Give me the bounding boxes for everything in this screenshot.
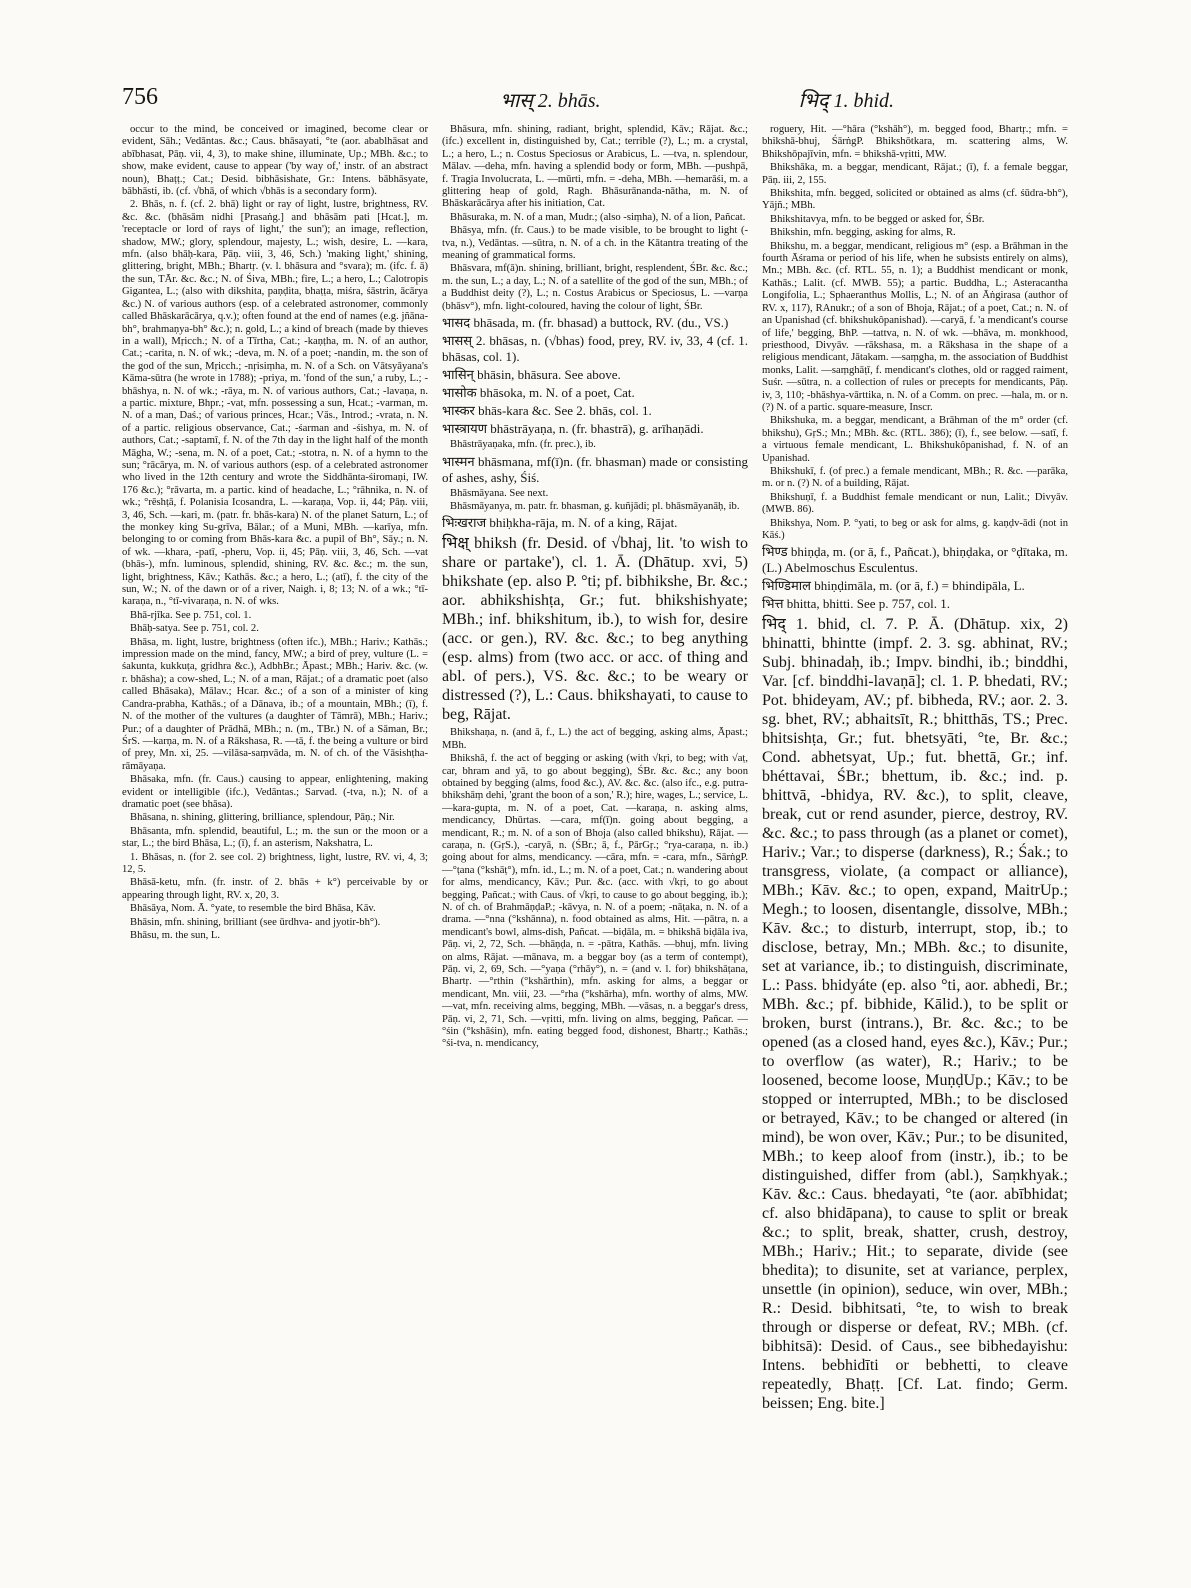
dictionary-entry: Bhikshu, m. a beggar, mendicant, religious m° (esp. a Brāhman in the fourth Āśrama or period of his life, when he subsists entirely on alms), Mn.; MBh. &c. (cf. RTL. 55, n. 1); a Buddhist mendicant or monk, Kathās.; Lalit. (cf. MWB. 55); a partic. Buddha, L.; Asteracantha Longifolia, L.; Sphaeranthus Mollis, L.; N. of an Āṅgirasa (author of RV. x, 117), RAnukr.; of a son of Bhoja, Rājat.; of a poet, Cat.; n. N. of an Upanishad (cf. bhikshukôpanishad). —caryā, f. 'a mendicant's course of life,' begging, BhP. —tattva, n. N. of wk. —bhāva, m. monkhood, priesthood, Divyāv. —rākshasa, m. a Rākshasa in the shape of a religious mendicant, Jātakam. —saṃgha, m. the association of Buddhist monks, Lalit. —saṃghāṭī, f. mendicant's clothes, old or ragged raiment, Suśr. —sūtra, n. a collection of rules or precepts for mendicants, Pāṇ. iv, 3, 110; -bhāshya-vārttika, n. N. of a Comm. on prec. —hala, m. or n. (?) N. of a partic. square-measure, Inscr. (762, 240, 1068, 413)
dictionary-entry: Bhikshā, f. the act of begging or asking (with √kṛi, to beg; with √aṭ, car, bhram and yā, to go about begging), ŚBr. &c. &c.; any boon obtained by begging (alms, food &c.), AV. &c. &c. (also ifc., e.g. putra-bhikshāṃ dehi, 'grant the boon of a son,' R.); hire, wages, L.; service, L. —kara-gupta, m. N. of a poet, Cat. —karaṇa, n. asking alms, mendicancy, Dhūrtas. —cara, mf(ī)n. going about begging, a mendicant, R.; m. N. of a son of Bhoja (also called bhikshu), Rājat. —caraṇa, n. (GṛS.), -caryā, n. (ŚBr.; ā, f., PārGṛ.; °rya-caraṇa, n. ib.) going about for alms, mendicancy. —cāra, mfn. = -cara, mfn., SārṅgP. —°ṭana (°kshāṭ°), mfn. id., L.; m. N. of a poet, Cat.; n. wandering about for alms, mendicancy, Kāv.; Pur. &c. (acc. with √kṛi, to go about begging, Pañcat.; with Caus. of √kṛi, to cause to go about begging, ib.); N. of ch. of BrahmāṇḍaP.; -kāvya, n. N. of a poem; -nāṭaka, n. N. of a drama. —°nna (°kshānna), n. food obtained as alms, Hit. —pātra, n. a mendicant's bowl, alms-dish, Pañcat. —biḍāla, m. = bhikshā biḍāla iva, Pāṇ. vi, 2, 72, Sch. —bhāṇḍa, n. = -pātra, Kathās. —bhuj, mfn. living on alms, Rājat. —mānava, m. a beggar boy (as a term of contempt), Pāṇ. vi, 2, 69, Sch. —°yaṇa (°rhāy°), n. = (and v. l. for) bhikshāṭana, Bhartṛ. —°rthin (°kshārthin), mfn. asking for alms, a beggar or mendicant, Mn. viii, 23. —°rha (°kshārha), mfn. worthy of alms, MW. —vat, mfn. receiving alms, begging, MBh. —vāsas, n. a beggar's dress, Pāṇ. vi, 2, 71, Sch. —vṛitti, mfn. living on alms, begging, Pañcar. —°śin (°kshāśin), mfn. eating begged food, dishonest, Bhartṛ.; Kathās.; °śi-tva, n. mendicancy, (442, 753, 748, 1050)
dictionary-entry: Bhāsya, mfn. (fr. Caus.) to be made visible, to be brought to light (-tva, n.), Vedāntas. —sūtra, n. N. of a ch. in the Kātantra treating of the meaning of grammatical forms. (442, 225, 748, 262)
dictionary-entry: Bhāsaka, mfn. (fr. Caus.) causing to appear, enlightening, making evident or intelligible (ifc.), Vedāntas.; Sarvad. (-tva, n.); N. of a dramatic poet (see bhāsa). (122, 774, 428, 810)
dictionary-entry: 1. Bhāsas, n. (for 2. see col. 2) brightness, light, lustre, RV. vi, 4, 3; 12, 5. (122, 851, 428, 875)
page-number: 756 (122, 84, 158, 110)
dictionary-entry: भिण्डिमाल bhiṇḍimāla, m. (or ā, f.) = bhindipāla, L. (762, 578, 1025, 594)
dictionary-entry: भिद् 1. bhid, cl. 7. P. Ā. (Dhātup. xix, 2) bhinatti, bhintte (impf. 2. 3. sg. abhinat, RV.; Subj. bhinadaḥ, ib.; Impv. bindhi, ib.; binddhi, Var. [cf. binddhi-lavaṇā]; cl. 1. P. bhedati, RV.; Pot. bhideyam, AV.; pf. bibheda, RV.; aor. 2. 3. sg. bhet, RV.; abhaitsīt, R.; bhitthās, TS.; Prec. bhitsishṭa, Gr.; fut. bhetsyāti, °te, Br. &c.; Cond. abhetsyat, Up.; fut. bhettā, Gr.; inf. bhéttavai, ŚBr.; bhettum, ib. &c.; ind. p. bhittvā, -bhidya, RV. &c.), to split, cleave, break, cut or rend asunder, pierce, destroy, RV. &c. &c.; to pass through (as a planet or comet), Hariv.; Var.; to disperse (darkness), R.; Śak.; to transgress, violate, (a compact or alliance), MBh.; Kāv. &c.; to open, expand, MaitrUp.; Megh.; to loosen, disentangle, dissolve, MBh.; Kāv. &c.; to disturb, interrupt, stop, ib.; to disclose, betray, Mn.; MBh. &c.; to disunite, set at variance, ib.; to distinguish, discriminate, L.: Pass. bhidyáte (ep. also °ti, aor. abhedi, Br.; MBh. &c.; pf. bibhide, Kālid.), to be split or broken, burst (intrans.), Br. &c. &c.; to be opened (as a closed hand, eyes &c.), Kāv.; Pur.; to overflow (as water), R.; Hariv.; to be loosened, become loose, MuṇḍUp.; Kāv.; to be stopped or interrupted, MBh.; to be disclosed or betrayed, Kāv.; to be changed or altered (in mind), be won over, Kāv.; Pur.; to be disunited, MBh.; to keep aloof from (instr.), ib.; to be distinguished, differ from (abl.), Saṃkhyak.; Kāv. &c.: Caus. bhedayati, °te (aor. abībhidat; cf. also bhidāpana), to cause to split or break &c.; to split, break, shatter, crush, destroy, MBh.; Hariv.; Hit.; to separate, divide (see bhedita); to disunite, set at variance, perplex, unsettle (in opinion), seduce, win over, MBh.; R.: Desid. bibhitsati, °te, to wish to break through or disperse or defeat, RV.; MBh. (cf. bibhitsā): Desid. of Caus., see bibhedayishu: Intens. bebhidīti or bebhetti, to cleave repeatedly, Bhaṭṭ. [Cf. Lat. findo; Germ. beissen; Eng. bite.] (762, 616, 1068, 1413)
dictionary-entry: Bhāsā-ketu, mfn. (fr. instr. of 2. bhās + k°) perceivable by or appearing through light, RV. x, 20, 3. (122, 877, 428, 901)
dictionary-entry: Bhāsanta, mfn. splendid, beautiful, L.; m. the sun or the moon or a star, L.; the bird Bhāsa, L.; (ī), f. an asterism, Nakshatra, L. (122, 825, 428, 850)
dictionary-entry: भिक्ष् bhiksh (fr. Desid. of √bhaj, lit. 'to wish to share or partake'), cl. 1. Ā. (Dhātup. xvi, 5) bhikshate (ep. also P. °ti; pf. bibhikshe, Br. &c.; aor. abhikshishṭa, Gr.; fut. bhikshishyate; MBh.; inf. bhikshitum, ib.), to wish for, desire (acc. or gen.), RV. &c. &c.; to beg anything (esp. alms) from (two acc. or acc. of thing and abl. of pers.), VS. &c. &c.; to be weary or distressed (?), L.: Caus. bhikshayati, to cause to beg, Rājat. (442, 535, 748, 724)
dictionary-entry: Bhāsmāyanya, m. patr. fr. bhasman, g. kuñjādi; pl. bhāsmāyanāḥ, ib. (450, 500, 740, 512)
dictionary-entry: Bhāsvara, mf(ā)n. shining, brilliant, bright, resplendent, ŚBr. &c. &c.; m. the sun, L.; a day, L.; N. of a satellite of the god of the sun, MBh.; of a Buddhist deity (?), L.; n. Costus Arabicus or Speciosus, L. —varṇa (bhāsv°), mfn. light-coloured, having the colour of light, ŚBr. (442, 263, 748, 312)
dictionary-entry: Bhāsana, n. shining, glittering, brilliance, splendour, Pāṇ.; Nir. (130, 812, 395, 824)
dictionary-entry: भासिन् bhāsin, bhāsura. See above. (442, 367, 621, 383)
dictionary-entry: भासोक bhāsoka, m. N. of a poet, Cat. (442, 385, 635, 401)
dictionary-entry: भासस् 2. bhāsas, n. (√bhas) food, prey, RV. iv, 33, 4 (cf. 1. bhāsas, col. 1). (442, 333, 748, 365)
dictionary-entry: Bhikshaṇa, n. (and ā, f., L.) the act of begging, asking alms, Āpast.; MBh. (442, 727, 748, 751)
dictionary-entry: भिण्ड bhiṇḍa, m. (or ā, f., Pañcat.), bhiṇḍaka, or °ḍītaka, m. (L.) Abelmoschus Esculentus. (762, 544, 1068, 576)
dictionary-entry: भासद bhāsada, m. (fr. bhasad) a buttock, RV. (du., VS.) (442, 315, 729, 331)
dictionary-entry: भास्मन bhāsmana, mf(ī)n. (fr. bhasman) made or consisting of ashes, ashy, Śiś. (442, 453, 748, 485)
dictionary-entry: भिःखराज bhiḥkha-rāja, m. N. of a king, Rājat. (442, 515, 678, 531)
dictionary-entry: Bhāsāya, Nom. Ā. °yate, to resemble the bird Bhāsa, Kāv. (130, 903, 376, 915)
dictionary-entry: भास्त्रायण bhāstrāyaṇa, n. (fr. bhastrā), g. arīhaṇādi. (442, 421, 704, 437)
dictionary-entry: Bhikshuka, m. a beggar, mendicant, a Brāhman of the m° order (cf. bhikshu), GṛS.; Mn.; MBh. &c. (RTL. 386); (ī), f., see below. —satī, f. a virtuous female mendicant, L. Bhikshukôpanishad, f. N. of an Upanishad. (762, 415, 1068, 464)
dictionary-entry: Bhāstrāyaṇaka, mfn. (fr. prec.), ib. (450, 439, 596, 451)
column-3 (762, 124, 1068, 1549)
dictionary-entry: Bhikshin, mfn. begging, asking for alms, R. (770, 227, 956, 239)
dictionary-entry: Bhikshita, mfn. begged, solicited or obtained as alms (cf. śūdra-bh°), Yājñ.; MBh. (762, 188, 1068, 212)
dictionary-entry: Bhā-rjīka. See p. 751, col. 1. (130, 609, 252, 621)
dictionary-entry: Bhikshukī, f. (of prec.) a female mendicant, MBh.; R. &c. —parāka, m. or n. (?) N. of a building, Rājat. (762, 465, 1068, 490)
dictionary-entry: Bhikshya, Nom. P. °yati, to beg or ask for alms, g. kaṇḍv-ādi (not in Kāś.) (762, 517, 1068, 541)
dictionary-entry: Bhikshāka, m. a beggar, mendicant, Rājat.; (ī), f. a female beggar, Pāṇ. iii, 2, 155. (762, 162, 1068, 186)
column-2 (442, 124, 748, 1549)
running-headword-right: भिद् 1. bhid. (798, 90, 894, 112)
dictionary-entry: Bhāsuraka, m. N. of a man, Mudr.; (also -siṃha), N. of a lion, Pañcat. (450, 211, 746, 223)
dictionary-entry: Bhāsin, mfn. shining, brilliant (see ūrdhva- and jyotir-bh°). (130, 916, 381, 928)
dictionary-entry: 2. Bhās, n. f. (cf. 2. bhā) light or ray of light, lustre, brightness, RV. &c. &c. (bhāsām nidhi [Prasaṅg.] and bhāsām pati [Hcat.], m. 'receptacle or lord of rays of light,' the sun'); an image, reflection, shadow, MW.; glory, splendour, majesty, L.; wish, desire, L. —kara, mfn. (also bhāḥ-kara, Pāṇ. viii, 3, 46, Sch.) 'making light,' shining, glittering, bright, MBh.; Bhartṛ. (v. l. bhāsura and °svara); m. (ifc. f. ā) the sun, TĀr. &c. &c.; N. of Śiva, MBh.; fire, L.; a hero, L.; Calotropis Gigantea, L.; (also with dikshita, paṇḍita, bhaṭṭa, miśra, śāstrin, ācārya &c.) N. of various authors (esp. of a celebrated astronomer, commonly called Bhāskarācārya, q.v.); often found at the end of names (e.g. jñāna-bh°, brahmaṇya-bh° &c.); n. gold, L.; a kind of breach (made by thieves in a wall), Mṛicch.; N. of a Tīrtha, Cat.; -kaṇṭha, m. N. of an author, Cat.; -carita, n. N. of wk.; -deva, m. N. of a poet; -nandin, m. the son of the god of the sun, Mṛicch.; -nṛisiṃha, m. N. of a Sch. on Vātsyāyana's Kāma-sūtra (he wrote in 1788); -priya, m. 'fond of the sun,' a ruby, L.; -bhāshya, n. N. of wk.; -rāya, m. N. of various authors, Cat.; -lavaṇa, n. a partic. mixture, Bhpr.; -vat, mfn. possessing a sun, Hcat.; -varman, m. N. of a man, Daś.; of various princes, Hcar.; Vās., Introd.; -vrata, n. N. of a partic. religious observance, Cat.; -śarman and -śishya, m. N. of authors, Cat.; -saptamī, f. N. of the 7th day in the light half of the month Māgha, W.; -sena, m. N. of a poet, Cat.; -stotra, n. N. of a hymn to the sun; °rācārya, m. N. of various authors (esp. of a celebrated astronomer who lived in the 12th century and wrote the Siddhānta-śiromaṇi, IW. 176 &c.); °rāvarta, m. a partic. kind of headache, L.; °rāhnika, n. N. of wk.; °rēshṭā, f. Polanisia Icosandra, L. —karaṇa, Vop. ii, 44; Pāṇ. viii, 3, 46, Sch. —kari, m. (patr. fr. bhās-kara) N. of the planet Saturn, L.; of the monkey king Su-grīva, Bālar.; of a Muni, MBh. —karīya, mfn. belonging to or coming from Bhās-kara &c. a pupil of Bh°, Sāy.; n. N. of wk. —khara, -patī, -pheru, Vop. ii, 45; Pāṇ. viii, 3, 46, Sch. —vat (bhās-), mfn. luminous, splendid, shining, RV. &c. &c.; m. the sun, light, brightness, Kāv.; Kathās. &c.; a hero, L.; (atī), f. the city of the sun, W.; N. of the dawn or of a river, Naigh. i, 8; 13; N. of a wk.; °tī-karaṇa, n., °tī-vivaraṇa, n. N. of wks. (122, 199, 428, 608)
page-header (122, 84, 1069, 118)
dictionary-entry: Bhāsmāyana. See next. (450, 487, 549, 499)
dictionary-entry: Bhāsura, mfn. shining, radiant, bright, splendid, Kāv.; Rājat. &c.; (ifc.) excellent in, distinguished by, Cat.; terrible (?), L.; m. a crystal, L.; a hero, L.; n. Costus Speciosus or Arabicus, L. —tva, n. splendour, Mālav. —deha, mfn. having a splendid body or form, MBh. —pushpā, f. Tragia Involucrata, L. —mūrti, mfn. = -deha, MBh. —hemarāśi, m. a glittering heap of gold, Ragh. Bhāsurānanda-nātha, m. N. of Bhāskarācārya after his initiation, Cat. (442, 124, 748, 210)
dictionary-entry: Bhikshitavya, mfn. to be begged or asked for, ŚBr. (770, 213, 985, 225)
dictionary-entry: Bhāsu, m. the sun, L. (130, 930, 221, 941)
dictionary-entry: Bhāḥ-satya. See p. 751, col. 2. (130, 623, 259, 635)
dictionary-entry: roguery, Hit. —°hāra (°kshāh°), m. begged food, Bhartṛ.; mfn. = bhikshā-bhuj, ŚārṅgP. Bhikshōtkara, m. scattering alms, W. Bhikshōpajīvin, mfn. = bhikshā-vṛitti, MW. (762, 124, 1068, 160)
running-headword-left: भास् 2. bhās. (500, 90, 601, 112)
column-1 (122, 124, 428, 1549)
dictionary-entry: भास्कर bhās-kara &c. See 2. bhās, col. 1. (442, 403, 652, 419)
dictionary-entry: occur to the mind, be conceived or imagined, become clear or evident, Sāh.; Vedāntas. &c.; Caus. bhāsayati, °te (aor. abablhāsat and abībhasat, Pāṇ. vii, 4, 3), to make shine, illuminate, Up.; MBh. &c.; to show, make evident, cause to appear ('by way of,' instr. of an abstract noun), Bhaṭṭ.; Cat.; Desid. bibhāsishate, Gr.: Intens. bābhāsyate, bābhāsti, ib. (cf. √bhā, of which √bhās is a secondary form). (122, 124, 428, 198)
dictionary-entry: Bhāsa, m. light, lustre, brightness (often ifc.), MBh.; Hariv.; Kathās.; impression made on the mind, fancy, MW.; a bird of prey, vulture (L. = śakunta, kukkuṭa, gṛidhra &c.), AdbhBr.; Āpast.; MBh.; Hariv. &c. (w. r. bhāsha); a cow-shed, L.; N. of a man, Rājat.; of a dramatic poet (also called Bhāsaka), Mālav.; Hcar. &c.; of a son of a minister of king Candra-prabha, Kathās.; of a Dānava, ib.; of a mountain, MBh.; (ī), f. N. of the mother of the vultures (a daughter of Tāmrā), MBh.; Hariv.; Pur.; of a daughter of Prādhā, MBh.; n. (m., TBr.) N. of a Sāman, Br.; ŚrS. —karṇa, m. N. of a Rākshasa, R. —tā, f. the being a vulture or bird of prey, Mn. xi, 25. —vilāsa-saṃvāda, m. N. of ch. of the Vāsishṭha-rāmāyaṇa. (122, 636, 428, 772)
text-columns (122, 124, 1070, 1549)
dictionary-entry: Bhikshuṇī, f. a Buddhist female mendicant or nun, Lalit.; Divyāv. (MWB. 86). (762, 491, 1068, 516)
dictionary-entry: भित्त bhitta, bhitti. See p. 757, col. 1. (762, 596, 950, 612)
